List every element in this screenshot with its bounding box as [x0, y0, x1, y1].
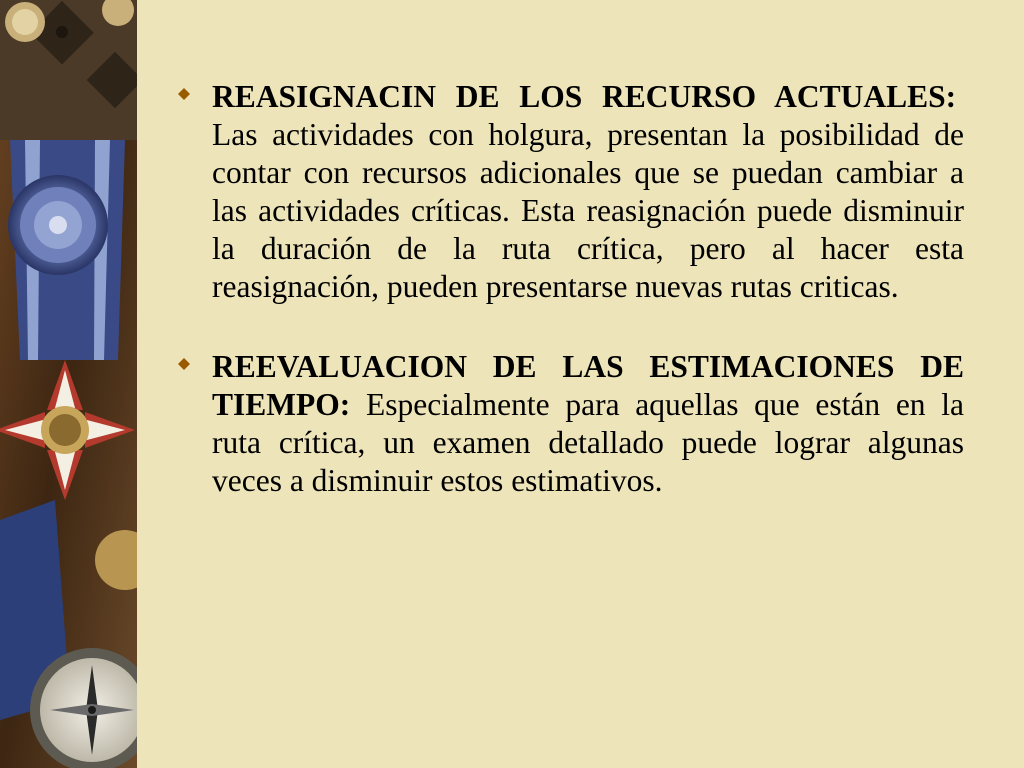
medals-compass-decoration — [0, 0, 137, 768]
decorative-photo-icon — [0, 0, 137, 768]
bullet-item-reasignacion — [172, 78, 964, 306]
bullet-heading: REASIGNACIN DE LOS RECURSO ACTUALES: — [212, 79, 957, 114]
bullet-body: Especialmente para aquellas que están en la ruta crítica, un examen detallado puede lograr algunas veces a disminuir estos estimativos. — [212, 387, 964, 498]
diamond-bullet-icon — [176, 84, 192, 104]
bullet-list — [172, 78, 964, 542]
bullet-item-reevaluacion — [172, 348, 964, 500]
diamond-bullet-icon — [176, 354, 192, 374]
bullet-body: Las actividades con holgura, presentan la posibilidad de contar con recursos adicionales que se puedan cambiar a las actividades críticas. Esta reasignación puede disminuir la duración de la ruta crítica, pero al hacer esta reasignación, pueden presentarse nuevas rutas criticas. — [212, 117, 964, 304]
bullet-text — [212, 78, 964, 306]
bullet-text — [212, 348, 964, 500]
bullet-heading: REEVALUACION DE LAS ESTIMACIONES DE TIEMPO: — [212, 349, 964, 422]
